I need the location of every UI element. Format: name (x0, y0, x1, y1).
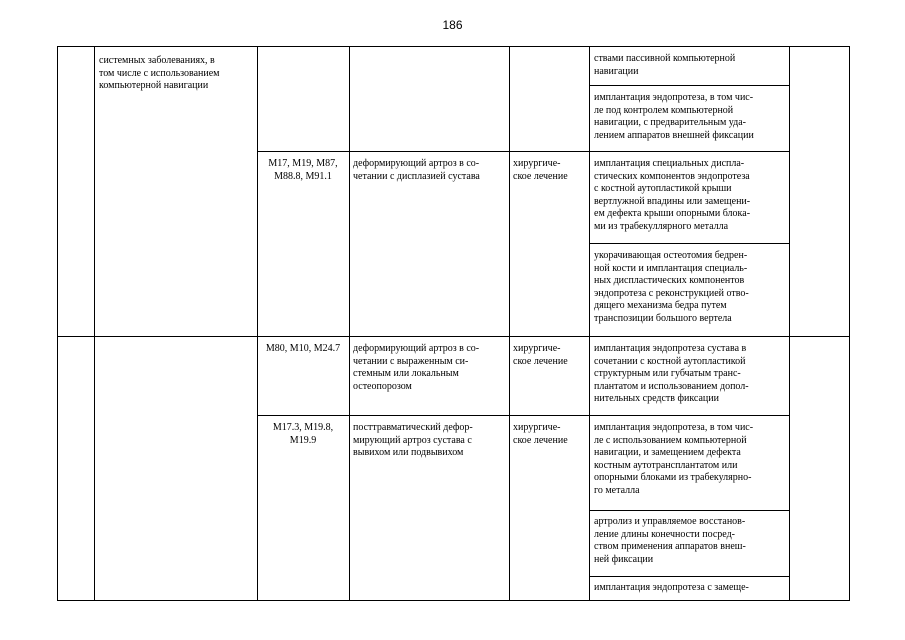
method-cell: укорачивающая остеотомия бедрен- ной кости и имплантация специаль- ных диспластических компонентов эндопротеза с реконструкцией отво- дящего механизма бедра путем транспозиции большого вертела (594, 250, 749, 324)
method-cell: имплантация специальных диспла- стических компонентов эндопротеза с костной аутопластикой крыши вертлужной впадины или замещени- ем дефекта крыши опорными блока- ми из трабекуллярного металла (594, 158, 751, 232)
diagnosis-cell: посттравматический дефор- мирующий артроз сустава с вывихом или подвывихом (353, 422, 473, 459)
row-divider (589, 510, 790, 511)
table-border-bottom (57, 600, 850, 601)
table-border-top (57, 46, 850, 47)
icd-codes-cell: M17.3, M19.8, M19.9 (272, 422, 334, 446)
icd-codes-cell: M80, M10, M24.7 (265, 343, 341, 354)
column-divider (509, 46, 510, 601)
column-divider (789, 46, 790, 601)
treatment-type-cell: хирургиче- ское лечение (513, 158, 568, 182)
column-divider (94, 46, 95, 601)
row-divider (57, 336, 850, 337)
icd-codes-cell: M17, M19, M87, M88.8, M91.1 (268, 158, 338, 182)
diagnosis-cell: деформирующий артроз в со- четании с выраженным си- стемным или локальным остеопорозом (353, 343, 480, 392)
column-divider (349, 46, 350, 601)
table-border-left (57, 46, 58, 601)
treatment-type-cell: хирургиче- ское лечение (513, 422, 568, 446)
table-border-right (849, 46, 850, 601)
row-divider (257, 151, 790, 152)
method-cell: имплантация эндопротеза сустава в сочетании с костной аутопластикой структурным или губчатым транс- плантатом и использованием допол- нительных средств фиксации (594, 343, 749, 405)
diagnosis-cell: деформирующий артроз в со- четании с дисплазией сустава (353, 158, 480, 182)
method-cell: имплантация эндопротеза с замеще- (594, 582, 749, 593)
method-cell: имплантация эндопротеза, в том чис- ле с использованием компьютерной навигации, и замещением дефекта костным аутотрансплантатом или опорными блоками из трабекулярно- го металла (594, 422, 754, 496)
method-cell: имплантация эндопротеза, в том чис- ле под контролем компьютерной навигации, с предварительным уда- лением аппаратов внешней фиксации (594, 92, 754, 141)
treatment-type-cell: хирургиче- ское лечение (513, 343, 568, 367)
column-divider (257, 46, 258, 601)
row-divider (257, 415, 790, 416)
row-divider (589, 243, 790, 244)
method-cell: артролиз и управляемое восстанов- ление длины конечности посред- ством применения аппаратов внеш- ней фиксации (594, 516, 746, 565)
row-divider (589, 85, 790, 86)
page-number: 186 (442, 18, 463, 32)
row-divider (589, 576, 790, 577)
method-cell: ствами пассивной компьютерной навигации (594, 53, 736, 77)
column-divider (589, 46, 590, 601)
disease-group-cell: системных заболеваниях, в том числе с использованием компьютерной навигации (99, 55, 220, 92)
